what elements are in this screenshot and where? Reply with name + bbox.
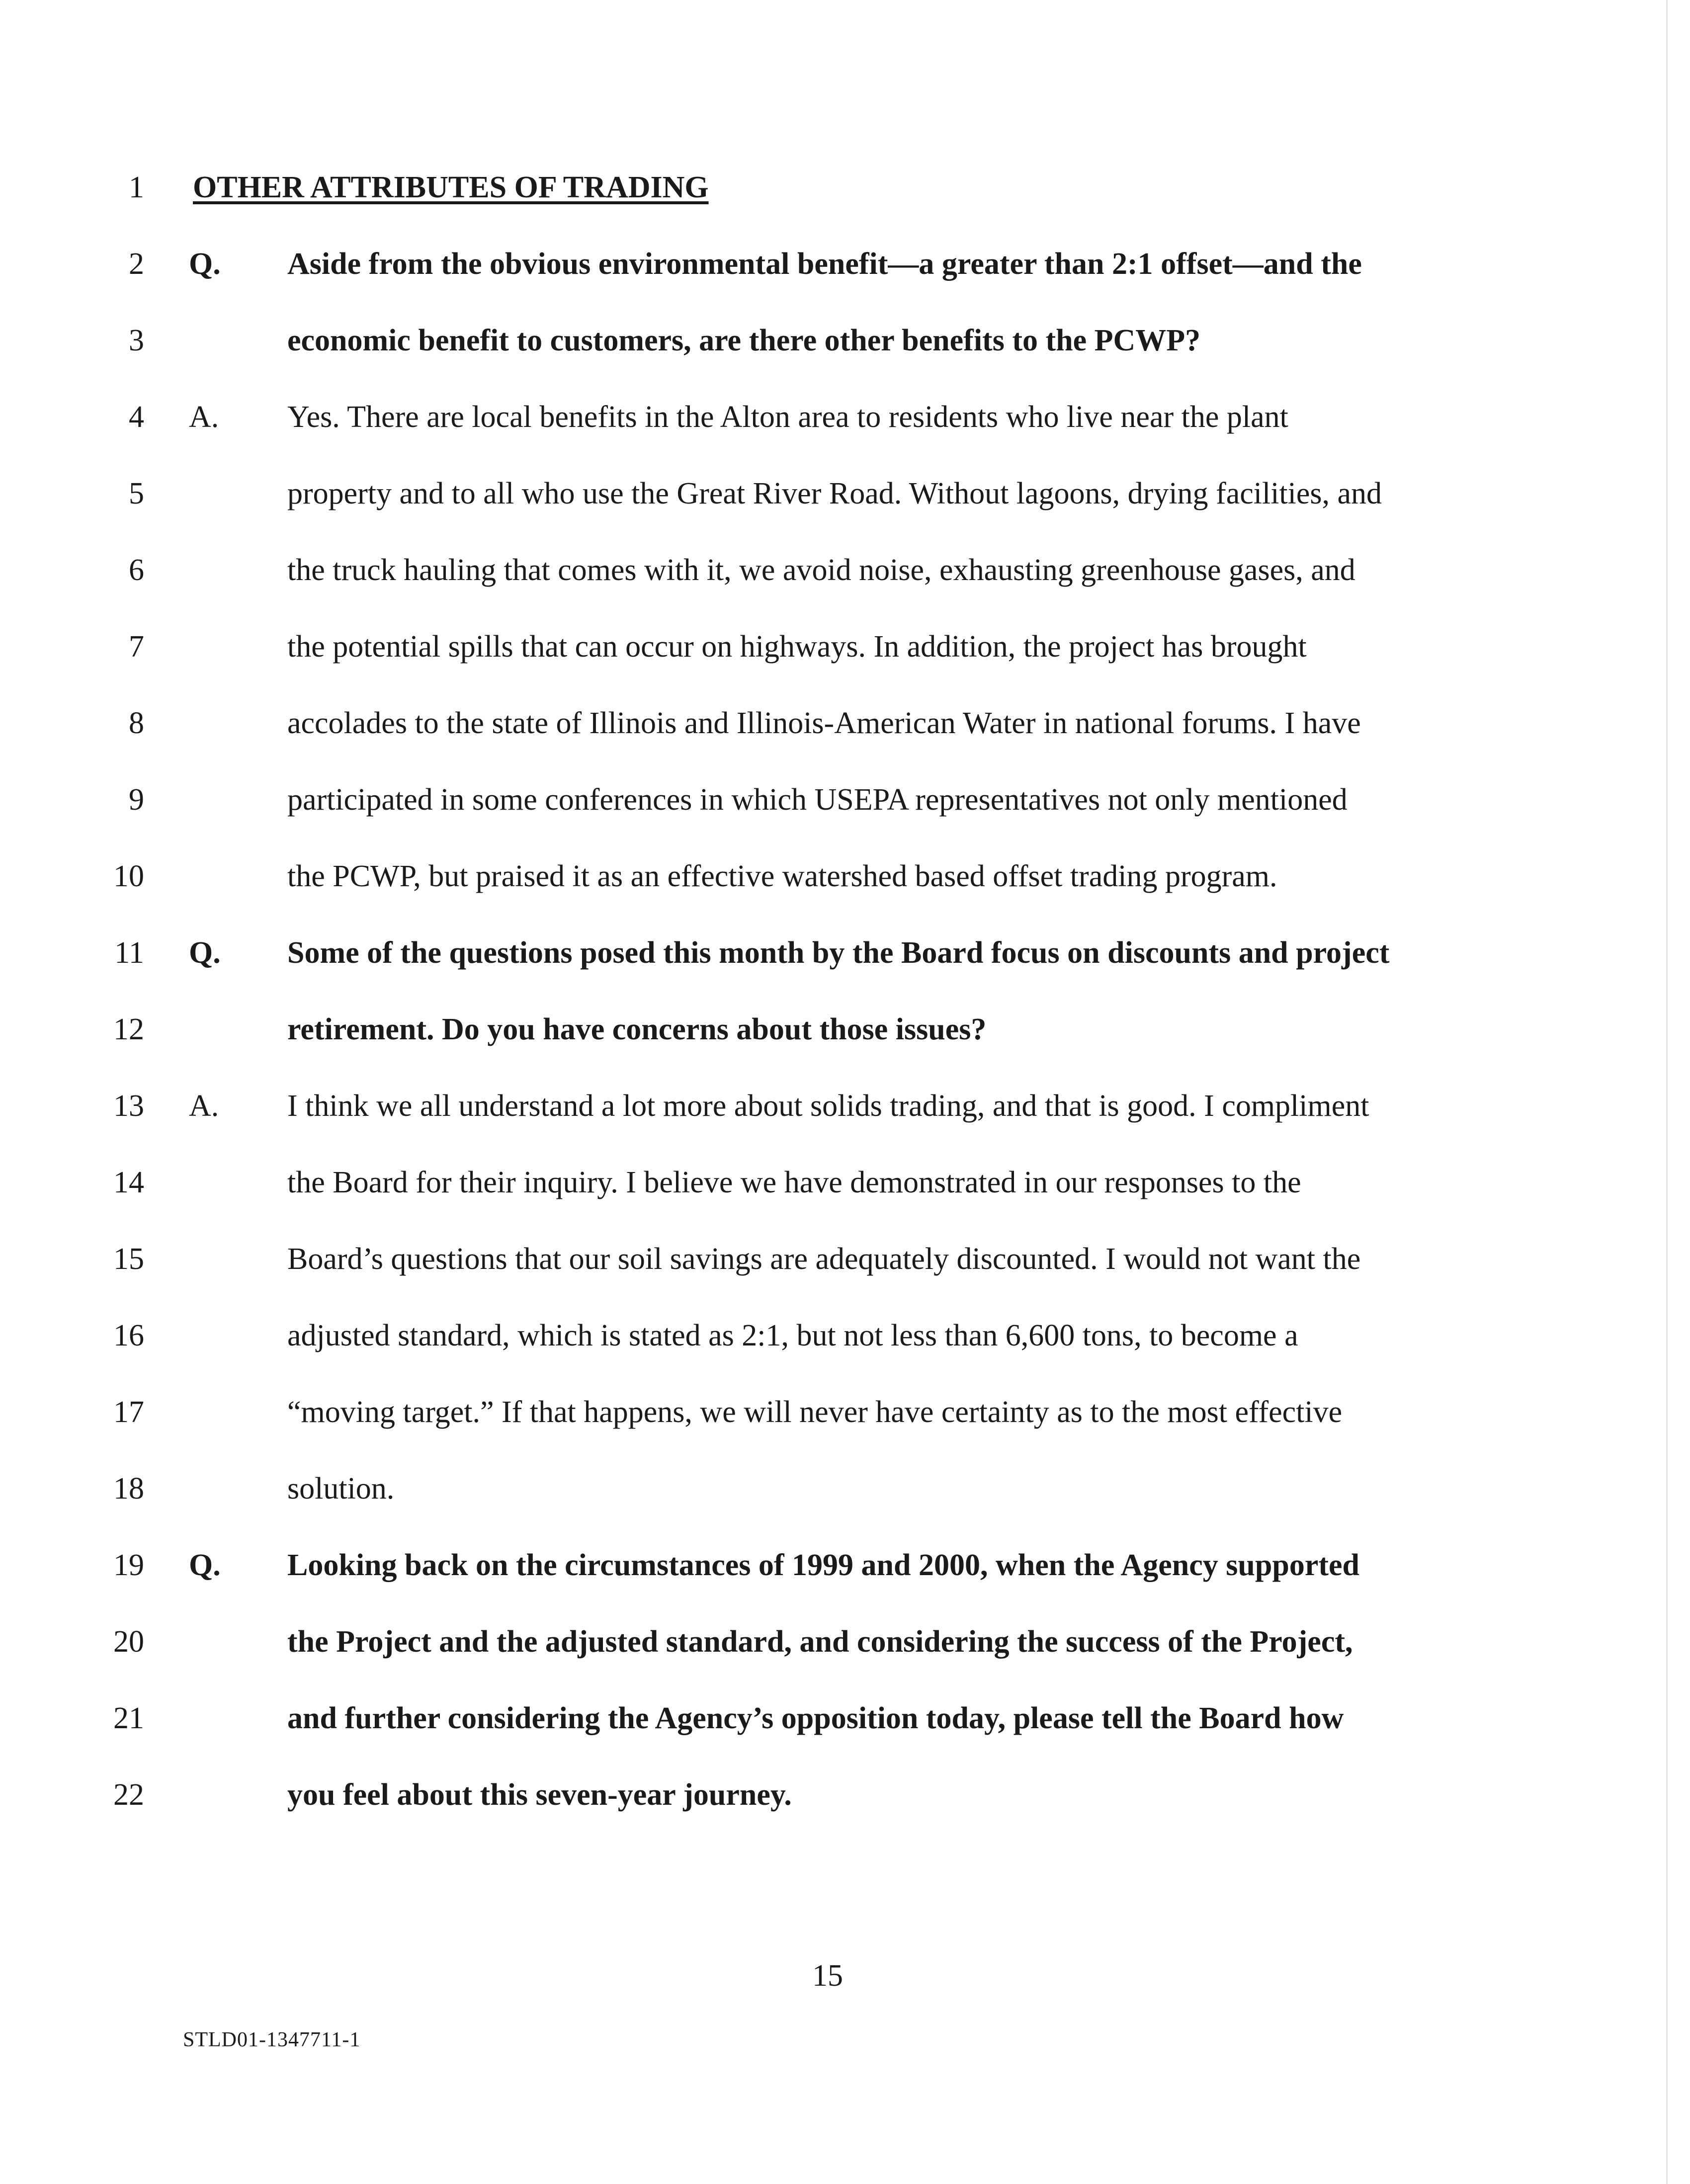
line-text: participated in some conferences in which USEPA representatives not only mentioned <box>287 783 1348 817</box>
line-7 <box>0 619 1690 674</box>
line-text: accolades to the state of Illinois and Illinois-American Water in national forums. I have <box>287 706 1361 740</box>
line-number: 3 <box>129 324 144 357</box>
line-number: 11 <box>114 936 144 970</box>
line-number: 10 <box>113 859 144 893</box>
section-heading: OTHER ATTRIBUTES OF TRADING <box>193 170 709 204</box>
line-text: the Board for their inquiry. I believe we have demonstrated in our responses to the <box>287 1166 1301 1199</box>
line-6 <box>0 543 1690 597</box>
line-text: the potential spills that can occur on highways. In addition, the project has brought <box>287 630 1307 664</box>
line-12 <box>0 1002 1690 1057</box>
line-text: property and to all who use the Great River Road. Without lagoons, drying facilities, and <box>287 477 1382 510</box>
line-number: 4 <box>129 400 144 434</box>
line-20 <box>0 1614 1690 1669</box>
line-number: 19 <box>113 1548 144 1582</box>
line-4 <box>0 390 1690 444</box>
line-number: 12 <box>113 1012 144 1046</box>
line-text: Board’s questions that our soil savings are adequately discounted. I would not want the <box>287 1242 1361 1276</box>
line-text: adjusted standard, which is stated as 2:1, but not less than 6,600 tons, to become a <box>287 1319 1298 1352</box>
line-18 <box>0 1461 1690 1516</box>
line-number: 21 <box>113 1701 144 1735</box>
line-text: economic benefit to customers, are there other benefits to the PCWP? <box>287 324 1201 357</box>
answer-marker: A. <box>189 1089 219 1123</box>
line-5 <box>0 466 1690 521</box>
line-text: I think we all understand a lot more about solids trading, and that is good. I compliment <box>287 1089 1369 1123</box>
line-2 <box>0 237 1690 291</box>
line-number: 2 <box>129 247 144 281</box>
line-text: Aside from the obvious environmental benefit—a greater than 2:1 offset—and the <box>287 247 1362 281</box>
line-number: 7 <box>129 630 144 664</box>
line-number: 15 <box>113 1242 144 1276</box>
line-number: 1 <box>129 170 144 204</box>
line-8 <box>0 696 1690 751</box>
line-16 <box>0 1308 1690 1363</box>
line-number: 14 <box>113 1166 144 1199</box>
answer-marker: A. <box>189 400 219 434</box>
line-text: “moving target.” If that happens, we will never have certainty as to the most effective <box>287 1395 1343 1429</box>
question-marker: Q. <box>189 247 221 281</box>
line-text: the Project and the adjusted standard, and considering the success of the Project, <box>287 1625 1353 1659</box>
line-text: the truck hauling that comes with it, we avoid noise, exhausting greenhouse gases, and <box>287 553 1355 587</box>
line-text: and further considering the Agency’s opposition today, please tell the Board how <box>287 1701 1344 1735</box>
line-number: 20 <box>113 1625 144 1659</box>
line-10 <box>0 849 1690 904</box>
line-text: Looking back on the circumstances of 1999 and 2000, when the Agency supported <box>287 1548 1359 1582</box>
line-9 <box>0 772 1690 827</box>
line-number: 5 <box>129 477 144 510</box>
line-text: the PCWP, but praised it as an effective watershed based offset trading program. <box>287 859 1277 893</box>
document-id: STLD01-1347711-1 <box>183 2028 361 2051</box>
line-number: 6 <box>129 553 144 587</box>
line-14 <box>0 1155 1690 1210</box>
line-11 <box>0 925 1690 980</box>
line-22 <box>0 1767 1690 1822</box>
line-text: Yes. There are local benefits in the Alton area to residents who live near the plant <box>287 400 1288 434</box>
line-number: 18 <box>113 1472 144 1506</box>
line-17 <box>0 1385 1690 1439</box>
line-number: 9 <box>129 783 144 817</box>
line-1 <box>0 160 1690 215</box>
question-marker: Q. <box>189 1548 221 1582</box>
line-21 <box>0 1691 1690 1746</box>
line-number: 16 <box>113 1319 144 1352</box>
line-number: 17 <box>113 1395 144 1429</box>
question-marker: Q. <box>189 936 221 970</box>
line-15 <box>0 1232 1690 1286</box>
line-text: Some of the questions posed this month by the Board focus on discounts and project <box>287 936 1390 970</box>
line-3 <box>0 313 1690 368</box>
line-number: 13 <box>113 1089 144 1123</box>
line-text: solution. <box>287 1472 395 1506</box>
line-13 <box>0 1079 1690 1133</box>
line-number: 22 <box>113 1778 144 1812</box>
line-text: retirement. Do you have concerns about those issues? <box>287 1012 987 1046</box>
line-text: you feel about this seven-year journey. <box>287 1778 792 1812</box>
page-number: 15 <box>812 1959 843 1993</box>
line-19 <box>0 1538 1690 1593</box>
line-number: 8 <box>129 706 144 740</box>
